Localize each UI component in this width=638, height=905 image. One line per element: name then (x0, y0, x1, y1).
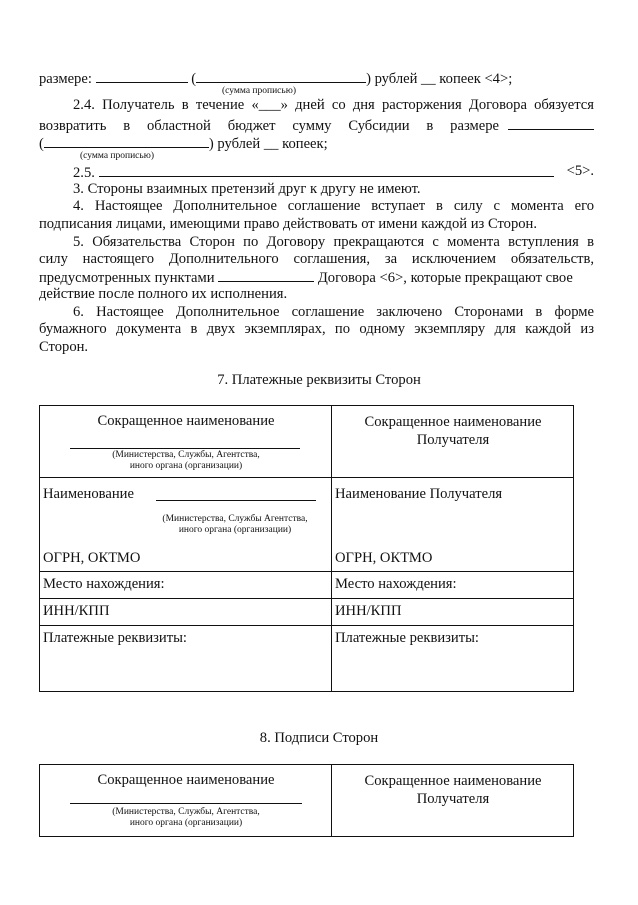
p5-line3 (39, 268, 594, 287)
s7-left-inn-cell (40, 599, 332, 626)
s7-left-header-note-2: иного органа (организации) (129, 461, 243, 471)
p2-4-words-blank (44, 134, 209, 148)
s7-right-ogrn: ОГРН, ОКТМО (335, 550, 433, 566)
s7-right-header (332, 413, 574, 449)
s7-right-header-cell (332, 406, 574, 478)
p2-5-num: 2.5. (73, 165, 95, 181)
s7-left-name-note-1: (Министерства, Службы Агентства, (162, 514, 308, 524)
s7-left-name-cell (40, 478, 332, 572)
s8-left-header-line (70, 803, 302, 804)
s8-left-header-note-2: иного органа (организации) (129, 818, 243, 828)
s7-right-header-1: Сокращенное наименование (364, 414, 542, 430)
s8-left-header-cell (40, 765, 332, 837)
payment-details-table (39, 405, 574, 692)
s7-right-inn-cell (332, 599, 574, 626)
signatures-table (39, 764, 574, 837)
s7-right-payment-cell (332, 626, 574, 692)
p2-4-rub-kop: ) рублей __ копеек; (208, 136, 328, 152)
razmere-label: размере: (39, 71, 92, 87)
p3-line1: 3. Стороны взаимных претензий друг к другу не имеют. (73, 181, 421, 197)
s7-right-header-2: Получателя (416, 432, 490, 448)
p5-line1: 5. Обязательства Сторон по Договору прекращаются с момента вступления в (73, 234, 594, 250)
s7-left-header-note-1: (Министерства, Службы, Агентства, (112, 450, 260, 460)
s7-left-name-label: Наименование (43, 486, 134, 502)
p2-4-amount-blank (508, 116, 594, 130)
s7-right-location-cell (332, 572, 574, 599)
p2-4-line2-text: возвратить в областной бюджет сумму Субсидии в размере (39, 118, 499, 134)
p2-5-blank (99, 163, 554, 177)
s7-left-payment-cell (40, 626, 332, 692)
s8-right-header (332, 772, 574, 808)
s8-right-header-2: Получателя (416, 791, 490, 807)
amount-blank (96, 69, 188, 83)
rub-kop-text: ) рублей __ копеек <4>; (366, 71, 513, 87)
p4-line2: подписания лицами, имеющими право действовать от имени каждой из Сторон. (39, 216, 538, 232)
s7-left-header: Сокращенное наименование (97, 413, 275, 429)
p6-line1: 6. Настоящее Дополнительное соглашение заключено Сторонами в форме (73, 304, 594, 320)
s8-right-header-1: Сокращенное наименование (364, 773, 542, 789)
p2-5-mark: <5>. (566, 163, 594, 179)
s8-left-header-note (40, 807, 332, 829)
p5-line3-a: предусмотренных пунктами (39, 270, 215, 286)
summa-note-1: (сумма прописью) (222, 86, 296, 96)
p5-line2: силу настоящего Дополнительного соглашения, за исключением обязательств, (39, 251, 594, 267)
s7-left-header-line (70, 448, 300, 449)
section8-title: 8. Подписи Сторон (259, 730, 379, 746)
s7-left-ogrn: ОГРН, ОКТМО (43, 550, 141, 566)
s7-left-name-note (140, 514, 330, 536)
s7-left-location-cell (40, 572, 332, 599)
summa-note-2: (сумма прописью) (80, 151, 154, 161)
p5-line4: действие после полного их исполнения. (39, 286, 288, 302)
s7-left-name-note-2: иного органа (организации) (178, 525, 292, 535)
s7-right-name-label: Наименование Получателя (335, 486, 503, 502)
s8-right-header-cell (332, 765, 574, 837)
s7-left-name-line (156, 500, 316, 501)
p4-line1: 4. Настоящее Дополнительное соглашение вступает в силу с момента его (73, 198, 594, 214)
p2-5-line (73, 163, 594, 182)
p5-points-blank (218, 268, 314, 282)
open-paren: ( (191, 71, 197, 87)
s8-left-header-note-1: (Министерства, Службы, Агентства, (112, 807, 260, 817)
s7-right-name-cell (332, 478, 574, 572)
p6-line3: Сторон. (39, 339, 89, 355)
s7-right-location: Место нахождения: (335, 576, 457, 592)
s7-right-payment: Платежные реквизиты: (335, 630, 479, 646)
p2-4-line2 (39, 116, 594, 135)
p6-line2: бумажного документа в двух экземплярах, по одному экземпляру для каждой из (39, 321, 594, 337)
s8-left-header: Сокращенное наименование (97, 772, 275, 788)
s7-left-location: Место нахождения: (43, 576, 165, 592)
s7-left-payment: Платежные реквизиты: (43, 630, 187, 646)
p5-line3-b: Договора <6>, которые прекращают свое (317, 270, 573, 286)
section7-title: 7. Платежные реквизиты Сторон (217, 372, 421, 388)
amount-words-blank (196, 69, 366, 83)
s7-right-inn: ИНН/КПП (335, 603, 402, 619)
s7-left-inn: ИНН/КПП (43, 603, 110, 619)
s7-left-header-cell (40, 406, 332, 478)
p2-4-line1: 2.4. Получатель в течение «___» дней со дня расторжения Договора обязуется (73, 97, 594, 113)
s7-left-header-note (40, 450, 332, 472)
p2-4-open-paren: ( (39, 136, 44, 152)
